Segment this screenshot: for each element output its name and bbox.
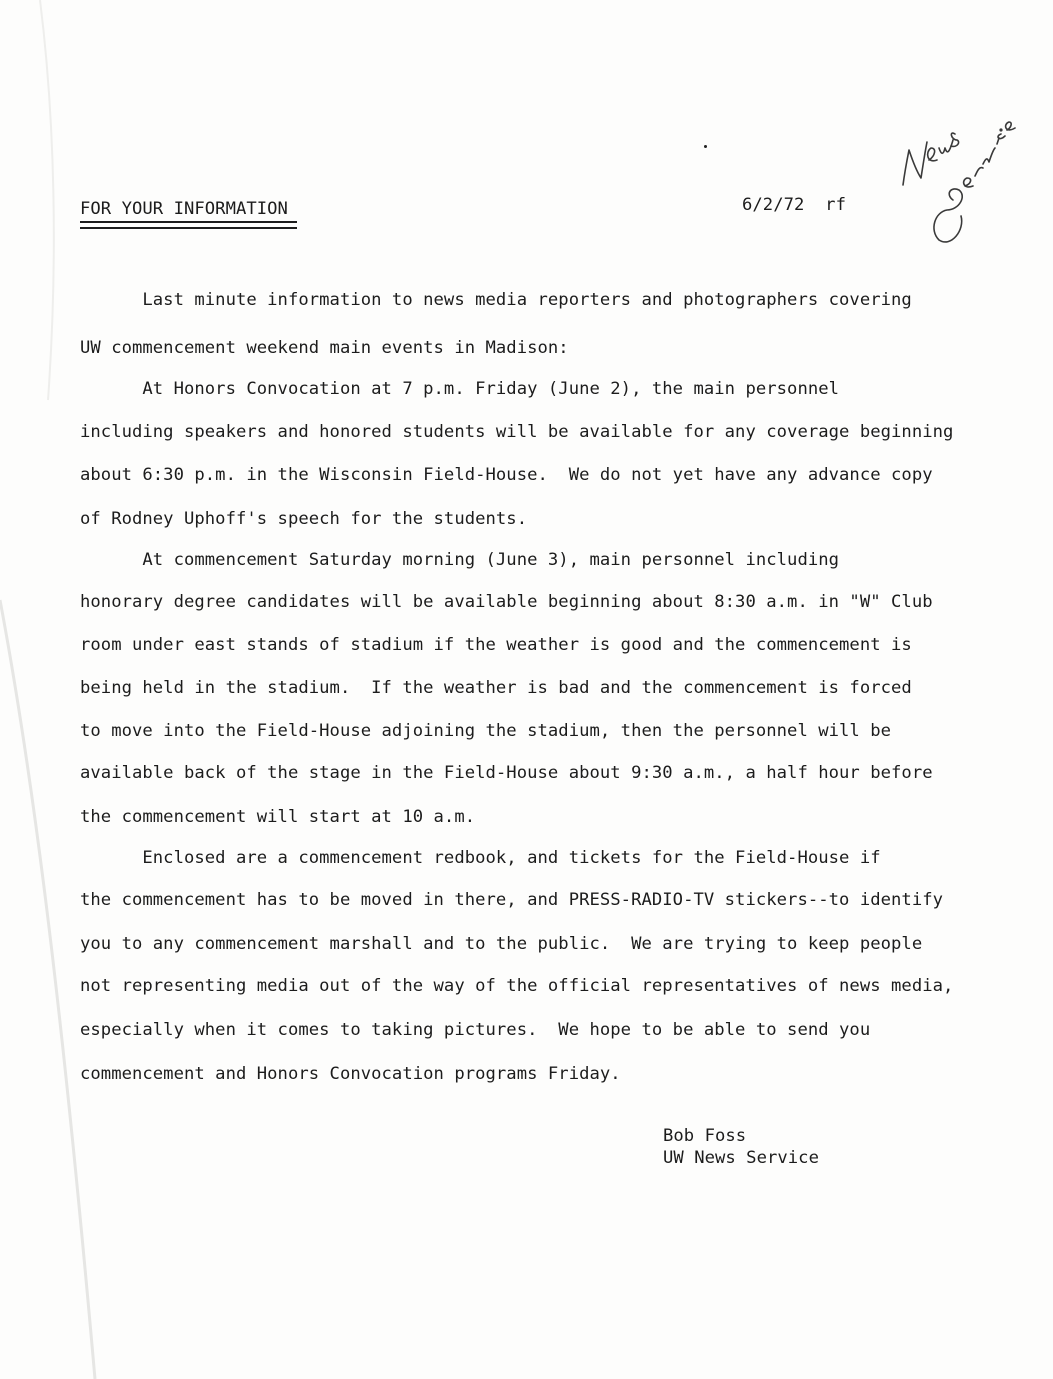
signature-organization: UW News Service xyxy=(663,1148,819,1168)
body-line: honorary degree candidates will be available beginning about 8:30 a.m. in "W" Club xyxy=(80,592,933,612)
signature-name: Bob Foss xyxy=(663,1126,747,1146)
body-line: especially when it comes to taking pictures. We hope to be able to send you xyxy=(80,1020,871,1040)
body-line: you to any commencement marshall and to the public. We are trying to keep people xyxy=(80,934,923,954)
body-line: commencement and Honors Convocation programs Friday. xyxy=(80,1064,621,1084)
ink-speck xyxy=(704,145,707,148)
body-line: At Honors Convocation at 7 p.m. Friday (June 2), the main personnel xyxy=(80,379,840,399)
body-line: being held in the stadium. If the weather is bad and the commencement is forced xyxy=(80,678,912,698)
body-line: Last minute information to news media reporters and photographers covering xyxy=(80,290,912,310)
body-line: not representing media out of the way of the official representatives of news media, xyxy=(80,976,954,996)
body-line: At commencement Saturday morning (June 3), main personnel including xyxy=(80,550,840,570)
body-line: available back of the stage in the Field-House about 9:30 a.m., a half hour before xyxy=(80,763,933,783)
body-line: Enclosed are a commencement redbook, and tickets for the Field-House if xyxy=(80,848,881,868)
title-underline xyxy=(80,221,297,223)
body-line: UW commencement weekend main events in Madison: xyxy=(80,338,569,358)
body-line: of Rodney Uphoff's speech for the students. xyxy=(80,509,528,529)
body-line: to move into the Field-House adjoining the stadium, then the personnel will be xyxy=(80,721,892,741)
handwritten-news-service-note xyxy=(895,90,1035,260)
date-reference: 6/2/72 rf xyxy=(742,195,846,215)
page-title: FOR YOUR INFORMATION xyxy=(80,199,288,219)
body-line: the commencement will start at 10 a.m. xyxy=(80,807,476,827)
body-line: including speakers and honored students will be available for any coverage beginning xyxy=(80,422,954,442)
body-line: room under east stands of stadium if the weather is good and the commencement is xyxy=(80,635,912,655)
body-line: about 6:30 p.m. in the Wisconsin Field-House. We do not yet have any advance copy xyxy=(80,465,933,485)
body-line: the commencement has to be moved in there, and PRESS-RADIO-TV stickers--to identify xyxy=(80,890,944,910)
title-double-underline xyxy=(80,227,297,229)
